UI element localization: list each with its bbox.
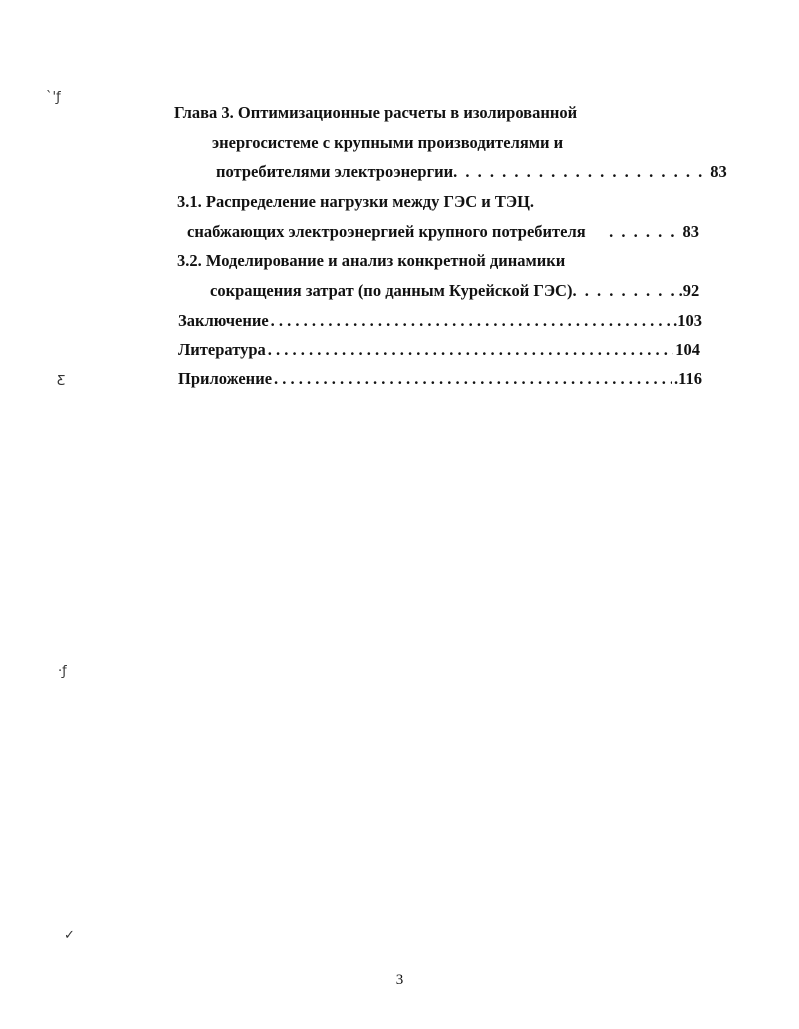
toc-literature-leader [268, 340, 673, 360]
toc-chapter3-title-line3: потребителями электроэнергии [216, 162, 454, 181]
toc-conclusion-page: .103 [673, 311, 702, 330]
scan-artifact-mark: ✓ [64, 928, 75, 943]
page-number: 3 [395, 972, 404, 988]
toc-appendix-page: .116 [674, 369, 702, 388]
toc-section31-row[interactable] [187, 222, 699, 242]
scan-artifact-mark: Ƹ [57, 374, 66, 389]
toc-conclusion-label: Заключение [178, 311, 269, 330]
toc-section32-row[interactable] [210, 281, 699, 301]
toc-chapter3-page: 83 [710, 162, 727, 181]
toc-chapter3-row[interactable] [216, 162, 727, 182]
toc-appendix-label: Приложение [178, 369, 273, 388]
toc-literature-page: 104 [675, 340, 700, 359]
scan-artifact-mark: `'ƒ [46, 90, 61, 105]
toc-section31-leader: . . . . . . [609, 222, 677, 241]
toc-section32-page: .92 [678, 281, 700, 300]
toc-conclusion-row[interactable] [178, 311, 702, 331]
toc-section31-title-line1: 3.1. Распределение нагрузки между ГЭС и ТЭЦ. [177, 192, 535, 211]
toc-conclusion-leader [271, 311, 671, 331]
toc-chapter3-title-line1: Глава 3. Оптимизационные расчеты в изолированной [174, 103, 578, 122]
toc-section31-page: 83 [682, 222, 699, 241]
toc-chapter3-title-line2: энергосистеме с крупными производителями и [212, 133, 564, 152]
toc-literature-label: Литература [178, 340, 266, 359]
toc-appendix-leader [274, 369, 672, 389]
toc-section32-leader: . . . . . . . . . [572, 281, 677, 300]
scan-artifact-mark: ·ƒ [58, 664, 67, 679]
toc-section31-title-line2: снабжающих электроэнергией крупного потребителя [187, 222, 586, 241]
toc-appendix-row[interactable] [178, 369, 702, 389]
toc-chapter3-leader: . . . . . . . . . . . . . . . . . . . . . [453, 162, 705, 181]
toc-section32-title-line1: 3.2. Моделирование и анализ конкретной динамики [177, 251, 566, 270]
toc-literature-row[interactable] [178, 340, 700, 360]
toc-section32-title-line2: сокращения затрат (по данным Курейской ГЭС) [210, 281, 573, 300]
